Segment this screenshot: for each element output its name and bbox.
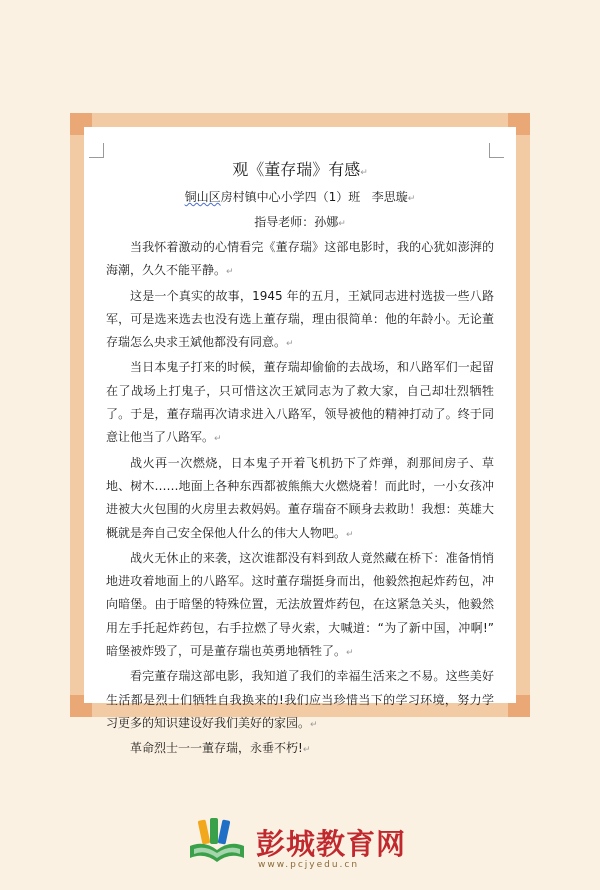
paragraph-mark: ↵ [338, 219, 346, 229]
paragraph-mark: ↵ [302, 745, 311, 756]
paragraph-mark: ↵ [286, 339, 294, 350]
paragraph-mark: ↵ [407, 194, 416, 204]
document-body [106, 157, 494, 763]
paragraph-mark: ↵ [310, 719, 318, 730]
site-name: 彭城教育网 [256, 827, 407, 861]
paragraph-text: 革命烈士一一董存瑞，永垂不朽! [130, 741, 303, 756]
paragraph-text: 当我怀着激动的心情看完《董存瑞》这部电影时，我的心犹如澎湃的海潮，久久不能平静。 [106, 240, 494, 278]
paragraph-7 [106, 737, 494, 762]
crop-mark-left [89, 143, 104, 158]
paragraph-3 [106, 356, 494, 451]
teacher-name: 指导老师：孙娜 [254, 215, 339, 229]
paragraph-mark: ↵ [214, 434, 222, 445]
paragraph-mark: ↵ [360, 168, 368, 178]
paragraph-text: 看完董存瑞这部电影，我知道了我们的幸福生活来之不易。这些美好生活都是烈士们牺牲自我换来的!我们应当珍惜当下的学习环境，努力学习更多的知识建设好我们美好的家园。 [106, 669, 494, 730]
student-name: 李思璇 [371, 190, 408, 204]
paragraph-text: 战火再一次燃烧，日本鬼子开着飞机扔下了炸弹，刹那间房子、草地、树木……地面上各种东西都被熊熊大火燃烧着！而此时，一小女孩冲进被大火包围的火房里去救妈妈。董存瑞奋不顾身去救助！我想：英雄大概就是奔自己安全保他人什么的伟大人物吧。 [106, 455, 494, 540]
paragraph-mark: ↵ [226, 267, 234, 278]
paragraph-4 [106, 452, 494, 547]
author-line [106, 186, 494, 211]
paragraph-5 [106, 547, 494, 665]
school-class: 房村镇中心小学四（1）班 [220, 190, 361, 204]
paragraph-mark: ↵ [346, 529, 354, 540]
paragraph-2 [106, 285, 494, 357]
paragraph-text: 战火无休止的来袭，这次谁都没有料到敌人竟然藏在桥下：准备悄悄地进攻着地面上的八路军。这时董存瑞挺身而出，他毅然抱起炸药包，冲向暗堡。由于暗堡的特殊位置，无法放置炸药包，在这紧急关头，他毅然用左手托起炸药包，右手拉燃了导火索，大喊道：“为了新中国，冲啊!” 暗堡被炸毁了，可是董存瑞也英勇地牺牲了。 [106, 550, 494, 659]
site-url: www.pcjyedu.cn [258, 860, 360, 870]
school-district: 铜山区 [184, 190, 221, 204]
paragraph-mark: ↵ [346, 648, 354, 659]
paragraph-text: 这是一个真实的故事，1945 年的五月，王斌同志进村选拔一些八路军，可是选来选去也没有选上董存瑞，理由很简单：他的年龄小。无论董存瑞怎么央求王斌他都没有同意。 [106, 288, 494, 350]
teacher-line [106, 211, 494, 236]
document-page [84, 127, 516, 756]
open-book-icon [186, 818, 248, 866]
title-text: 观《董存瑞》有感 [232, 160, 361, 179]
paragraph-6 [106, 665, 494, 737]
document-title [106, 157, 494, 186]
crop-mark-right [489, 143, 504, 158]
paragraph-text: 当日本鬼子打来的时候，董存瑞却偷偷的去战场，和八路军们一起留在了战场上打鬼子，只可惜这次王斌同志为了救大家，自己却壮烈牺牲了。于是，董存瑞再次请求进入八路军，领导被他的精神打动了。终于同意让他当了八路军。 [106, 360, 494, 445]
paragraph-1 [106, 236, 494, 285]
site-logo [186, 818, 446, 868]
